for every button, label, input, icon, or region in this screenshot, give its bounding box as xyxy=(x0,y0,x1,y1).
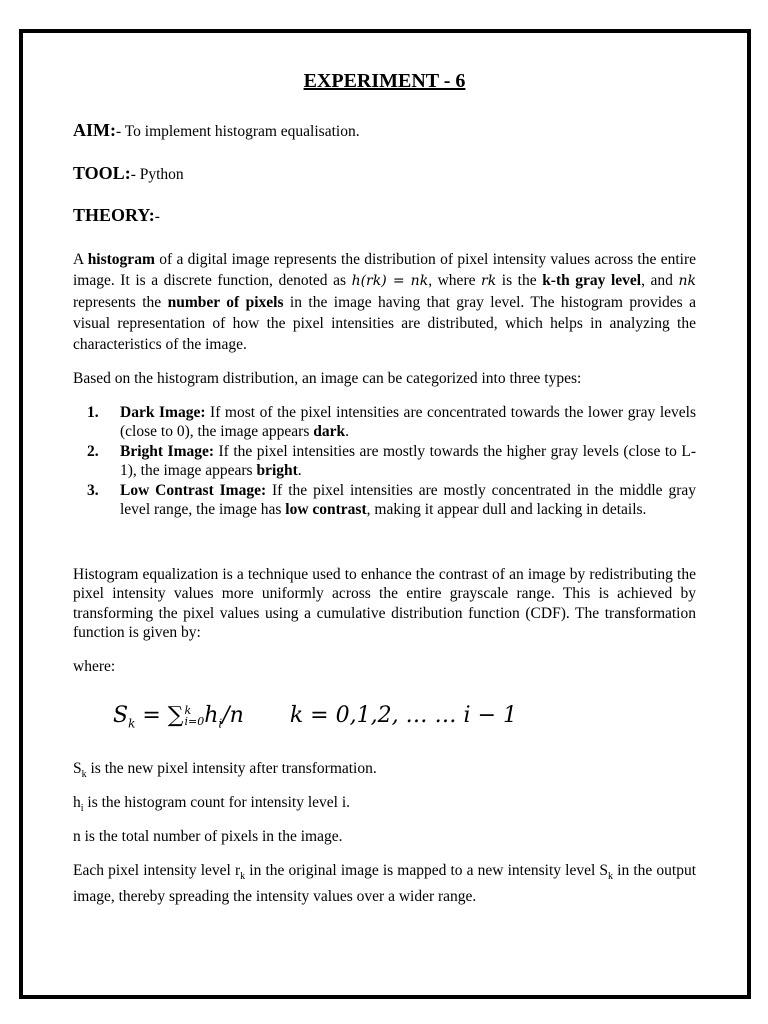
subscript: i xyxy=(80,803,84,815)
cdf-formula xyxy=(113,703,517,730)
formula-lhs: S xyxy=(113,703,129,728)
tool-text: - Python xyxy=(130,166,184,183)
bold-term: dark xyxy=(313,423,346,441)
aim-text: - To implement histogram equalisation. xyxy=(116,123,360,140)
definition-text: is the histogram count for intensity level i. xyxy=(83,794,350,811)
type-label: Bright Image: xyxy=(120,442,215,460)
categories-intro: Based on the histogram distribution, an image can be categorized into three types: xyxy=(73,370,582,387)
text-span: , making it appear dull and lacking in details. xyxy=(366,501,647,519)
text-span: represents the xyxy=(73,294,168,311)
text-span: is the xyxy=(496,272,543,289)
subscript: i xyxy=(218,716,223,731)
math-expression: nk xyxy=(678,273,696,289)
definition-hi xyxy=(73,794,350,814)
subscript: k xyxy=(608,871,614,883)
bold-term: bright xyxy=(256,462,298,480)
equalization-paragraph: Histogram equalization is a technique used to enhance the contrast of an image by redistributing the pixel intensity values more uniformly across the entire grayscale range. This is achieved by transforming the pixel values using a cumulative distribution function (CDF). The transformation function is given by: xyxy=(73,566,696,642)
text-span: If the pixel intensities are mostly concentrated in the middle gray level range, the image has xyxy=(120,481,696,519)
theory-text: - xyxy=(154,208,160,225)
list-item xyxy=(73,481,696,520)
bold-term: number of pixels xyxy=(167,294,284,311)
text-span: . xyxy=(297,462,302,480)
aim-label: AIM: xyxy=(73,120,116,140)
sum-symbol: ∑ xyxy=(167,703,184,728)
mapping-paragraph xyxy=(73,861,696,906)
tool-line xyxy=(73,163,184,184)
summation xyxy=(168,703,204,728)
where-label: where: xyxy=(73,658,116,675)
subscript: k xyxy=(240,871,246,883)
text-span: If most of the pixel intensities are concentrated towards the lower gray levels (close to 0), the image appears xyxy=(120,404,696,441)
type-label: Low Contrast Image: xyxy=(120,481,267,499)
list-number: 1. xyxy=(87,404,99,421)
equals-sign: = xyxy=(135,703,168,728)
image-types-list xyxy=(73,403,696,519)
list-number: 2. xyxy=(87,442,99,460)
text-span: of a digital image represents the distribution of pixel intensity values across the entire image. It is a discrete function, denoted as xyxy=(73,251,696,289)
theory-label: THEORY: xyxy=(73,205,155,225)
formula-divisor: /n xyxy=(222,703,244,728)
type-label: Dark Image: xyxy=(120,404,206,421)
text-span: in the output image, thereby spreading the intensity values over a wider range. xyxy=(73,862,696,905)
text-span: . xyxy=(345,423,349,441)
text-span: A xyxy=(73,251,88,268)
text-span: in the original image is mapped to a new intensity level S xyxy=(245,862,609,879)
definition-n: n is the total number of pixels in the image. xyxy=(73,828,343,845)
tool-label: TOOL: xyxy=(73,163,131,183)
definition-text: is the new pixel intensity after transformation. xyxy=(86,760,377,777)
math-expression: h(rk) = nk xyxy=(351,273,429,289)
subscript: k xyxy=(128,716,136,731)
bold-term: k-th gray level xyxy=(542,272,642,289)
text-span: , where xyxy=(428,272,482,289)
sum-lower: i=0 xyxy=(184,715,205,728)
bold-term: histogram xyxy=(87,251,155,268)
bold-term: low contrast xyxy=(285,501,367,519)
aim-line xyxy=(73,120,360,141)
text-span: in the image having that gray level. The histogram provides a visual representation of how the pixel intensities are distributed, which helps in analyzing the characteristics of the image. xyxy=(73,294,696,353)
list-item xyxy=(73,403,696,442)
list-number: 3. xyxy=(87,481,99,499)
text-span: , and xyxy=(641,272,679,289)
formula-range: k = 0,1,2, … … i − 1 xyxy=(289,703,517,728)
symbol: S xyxy=(73,760,82,777)
math-expression: rk xyxy=(481,273,497,289)
definition-sk xyxy=(73,760,377,780)
text-span: If the pixel intensities are mostly towards the higher gray levels (close to L-1), the image appears xyxy=(120,442,696,480)
page-title: EXPERIMENT - 6 xyxy=(303,70,466,92)
symbol: h xyxy=(73,794,81,811)
subscript: k xyxy=(81,769,87,781)
formula-h: h xyxy=(204,703,219,728)
theory-line xyxy=(73,205,160,226)
list-item xyxy=(73,442,696,481)
sum-limits xyxy=(185,705,205,727)
text-span: Each pixel intensity level r xyxy=(73,862,241,879)
sum-upper: k xyxy=(184,704,192,717)
histogram-paragraph xyxy=(73,249,696,355)
